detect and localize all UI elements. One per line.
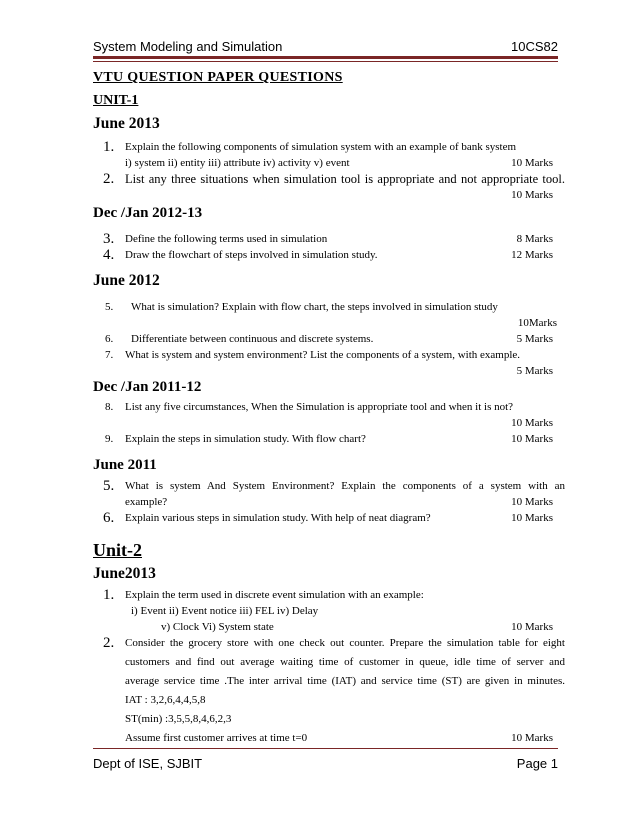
question-subline bbox=[93, 603, 565, 619]
question-item bbox=[93, 635, 565, 727]
question-text: List any three situations when simulation tool is appropriate and not appropriate tool. bbox=[125, 172, 565, 186]
question-item bbox=[93, 139, 565, 155]
header-rule-thick bbox=[93, 56, 558, 59]
question-marks: 10 Marks bbox=[511, 496, 553, 508]
question-marks: 5 Marks bbox=[516, 333, 553, 345]
session-heading: Dec /Jan 2011-12 bbox=[93, 379, 202, 395]
question-assumption bbox=[93, 730, 565, 746]
question-number: 3. bbox=[103, 231, 115, 247]
question-text: What is system And System Environment? Explain the components of a system with an bbox=[125, 480, 565, 492]
question-number: 1. bbox=[103, 139, 115, 155]
question-marks-line bbox=[93, 415, 565, 431]
question-marks-line bbox=[93, 315, 565, 331]
question-marks: 5 Marks bbox=[516, 365, 553, 377]
question-item bbox=[93, 247, 565, 263]
session-heading: June 2012 bbox=[93, 272, 160, 289]
header-course-code: 10CS82 bbox=[511, 39, 558, 54]
question-text: List any five circumstances, When the Simulation is appropriate tool and when it is not? bbox=[125, 401, 514, 413]
question-item bbox=[93, 510, 565, 526]
question-number: 4. bbox=[103, 247, 115, 263]
question-text: Draw the flowchart of steps involved in simulation study. bbox=[125, 249, 378, 261]
question-number: 2. bbox=[103, 635, 115, 651]
question-marks: 8 Marks bbox=[516, 233, 553, 245]
question-st-values: ST(min) :3,5,5,8,4,6,2,3 bbox=[125, 713, 232, 725]
question-item bbox=[93, 431, 565, 447]
question-marks: 10 Marks bbox=[511, 732, 553, 744]
question-subparts: i) Event ii) Event notice iii) FEL iv) Delay bbox=[131, 605, 319, 617]
question-number: 5. bbox=[103, 478, 115, 494]
document-title: VTU QUESTION PAPER QUESTIONS bbox=[93, 70, 343, 85]
question-iat-values: IAT : 3,2,6,4,4,5,8 bbox=[125, 694, 206, 706]
question-assumption-text: Assume first customer arrives at time t=0 bbox=[125, 732, 308, 744]
unit-2-heading: Unit-2 bbox=[93, 540, 142, 560]
header-course-title: System Modeling and Simulation bbox=[93, 39, 283, 54]
question-number: 5. bbox=[105, 301, 114, 313]
footer-rule bbox=[93, 748, 558, 749]
question-marks: 10 Marks bbox=[511, 621, 553, 633]
question-marks: 10 Marks bbox=[511, 512, 553, 524]
unit-1-heading: UNIT-1 bbox=[93, 93, 139, 108]
question-item bbox=[93, 171, 565, 187]
question-number: 9. bbox=[105, 433, 114, 445]
question-text-line: Consider the grocery store with one check out counter. Prepare the simulation table for eight bbox=[125, 637, 565, 649]
question-text: Differentiate between continuous and discrete systems. bbox=[131, 333, 374, 345]
question-marks: 10 Marks bbox=[511, 433, 553, 445]
session-heading: June2013 bbox=[93, 565, 156, 582]
question-continuation bbox=[93, 494, 565, 510]
question-text: Explain the steps in simulation study. With flow chart? bbox=[125, 433, 366, 445]
question-number: 6. bbox=[103, 510, 115, 526]
question-item bbox=[93, 399, 565, 415]
question-subline bbox=[93, 619, 565, 635]
question-item bbox=[93, 478, 565, 494]
question-text: What is system and system environment? List the components of a system, with example. bbox=[125, 349, 521, 361]
question-marks: 10Marks bbox=[517, 317, 557, 329]
session-heading: June 2013 bbox=[93, 115, 160, 132]
question-text-line: average service time .The inter arrival time (IAT) and service time (ST) are given in minutes. bbox=[125, 675, 565, 687]
question-subline bbox=[93, 155, 565, 171]
question-item bbox=[93, 331, 565, 347]
question-marks-line bbox=[93, 187, 565, 203]
question-marks: 10 Marks bbox=[511, 157, 553, 169]
question-text: Explain the following components of simulation system with an example of bank system bbox=[125, 141, 517, 153]
question-number: 6. bbox=[105, 333, 114, 345]
question-number: 1. bbox=[103, 587, 115, 603]
session-heading: Dec /Jan 2012-13 bbox=[93, 205, 203, 221]
question-marks: 12 Marks bbox=[511, 249, 553, 261]
question-text: What is simulation? Explain with flow chart, the steps involved in simulation study bbox=[131, 301, 498, 313]
question-marks-line bbox=[93, 363, 565, 379]
question-item bbox=[93, 299, 565, 315]
question-text: Explain various steps in simulation study. With help of neat diagram? bbox=[125, 512, 431, 524]
question-text: Explain the term used in discrete event simulation with an example: bbox=[125, 589, 424, 601]
question-subparts: v) Clock Vi) System state bbox=[161, 621, 274, 633]
question-number: 8. bbox=[105, 401, 114, 413]
question-item bbox=[93, 587, 565, 603]
question-number: 7. bbox=[105, 349, 114, 361]
question-text-continued: example? bbox=[125, 496, 168, 508]
footer-page-number: Page 1 bbox=[516, 756, 558, 771]
question-marks: 10 Marks bbox=[511, 189, 553, 201]
document-body bbox=[93, 70, 565, 746]
question-text-line: customers and find out average waiting time of customer in queue, idle time of server and bbox=[125, 656, 565, 668]
question-item bbox=[93, 347, 565, 363]
header-rule-thin bbox=[93, 61, 558, 62]
question-subparts: i) system ii) entity iii) attribute iv) activity v) event bbox=[125, 157, 350, 169]
question-number: 2. bbox=[103, 171, 115, 187]
question-marks: 10 Marks bbox=[511, 417, 553, 429]
question-item bbox=[93, 231, 565, 247]
question-text: Define the following terms used in simulation bbox=[125, 233, 328, 245]
session-heading: June 2011 bbox=[93, 457, 157, 473]
footer-department: Dept of ISE, SJBIT bbox=[93, 756, 203, 771]
